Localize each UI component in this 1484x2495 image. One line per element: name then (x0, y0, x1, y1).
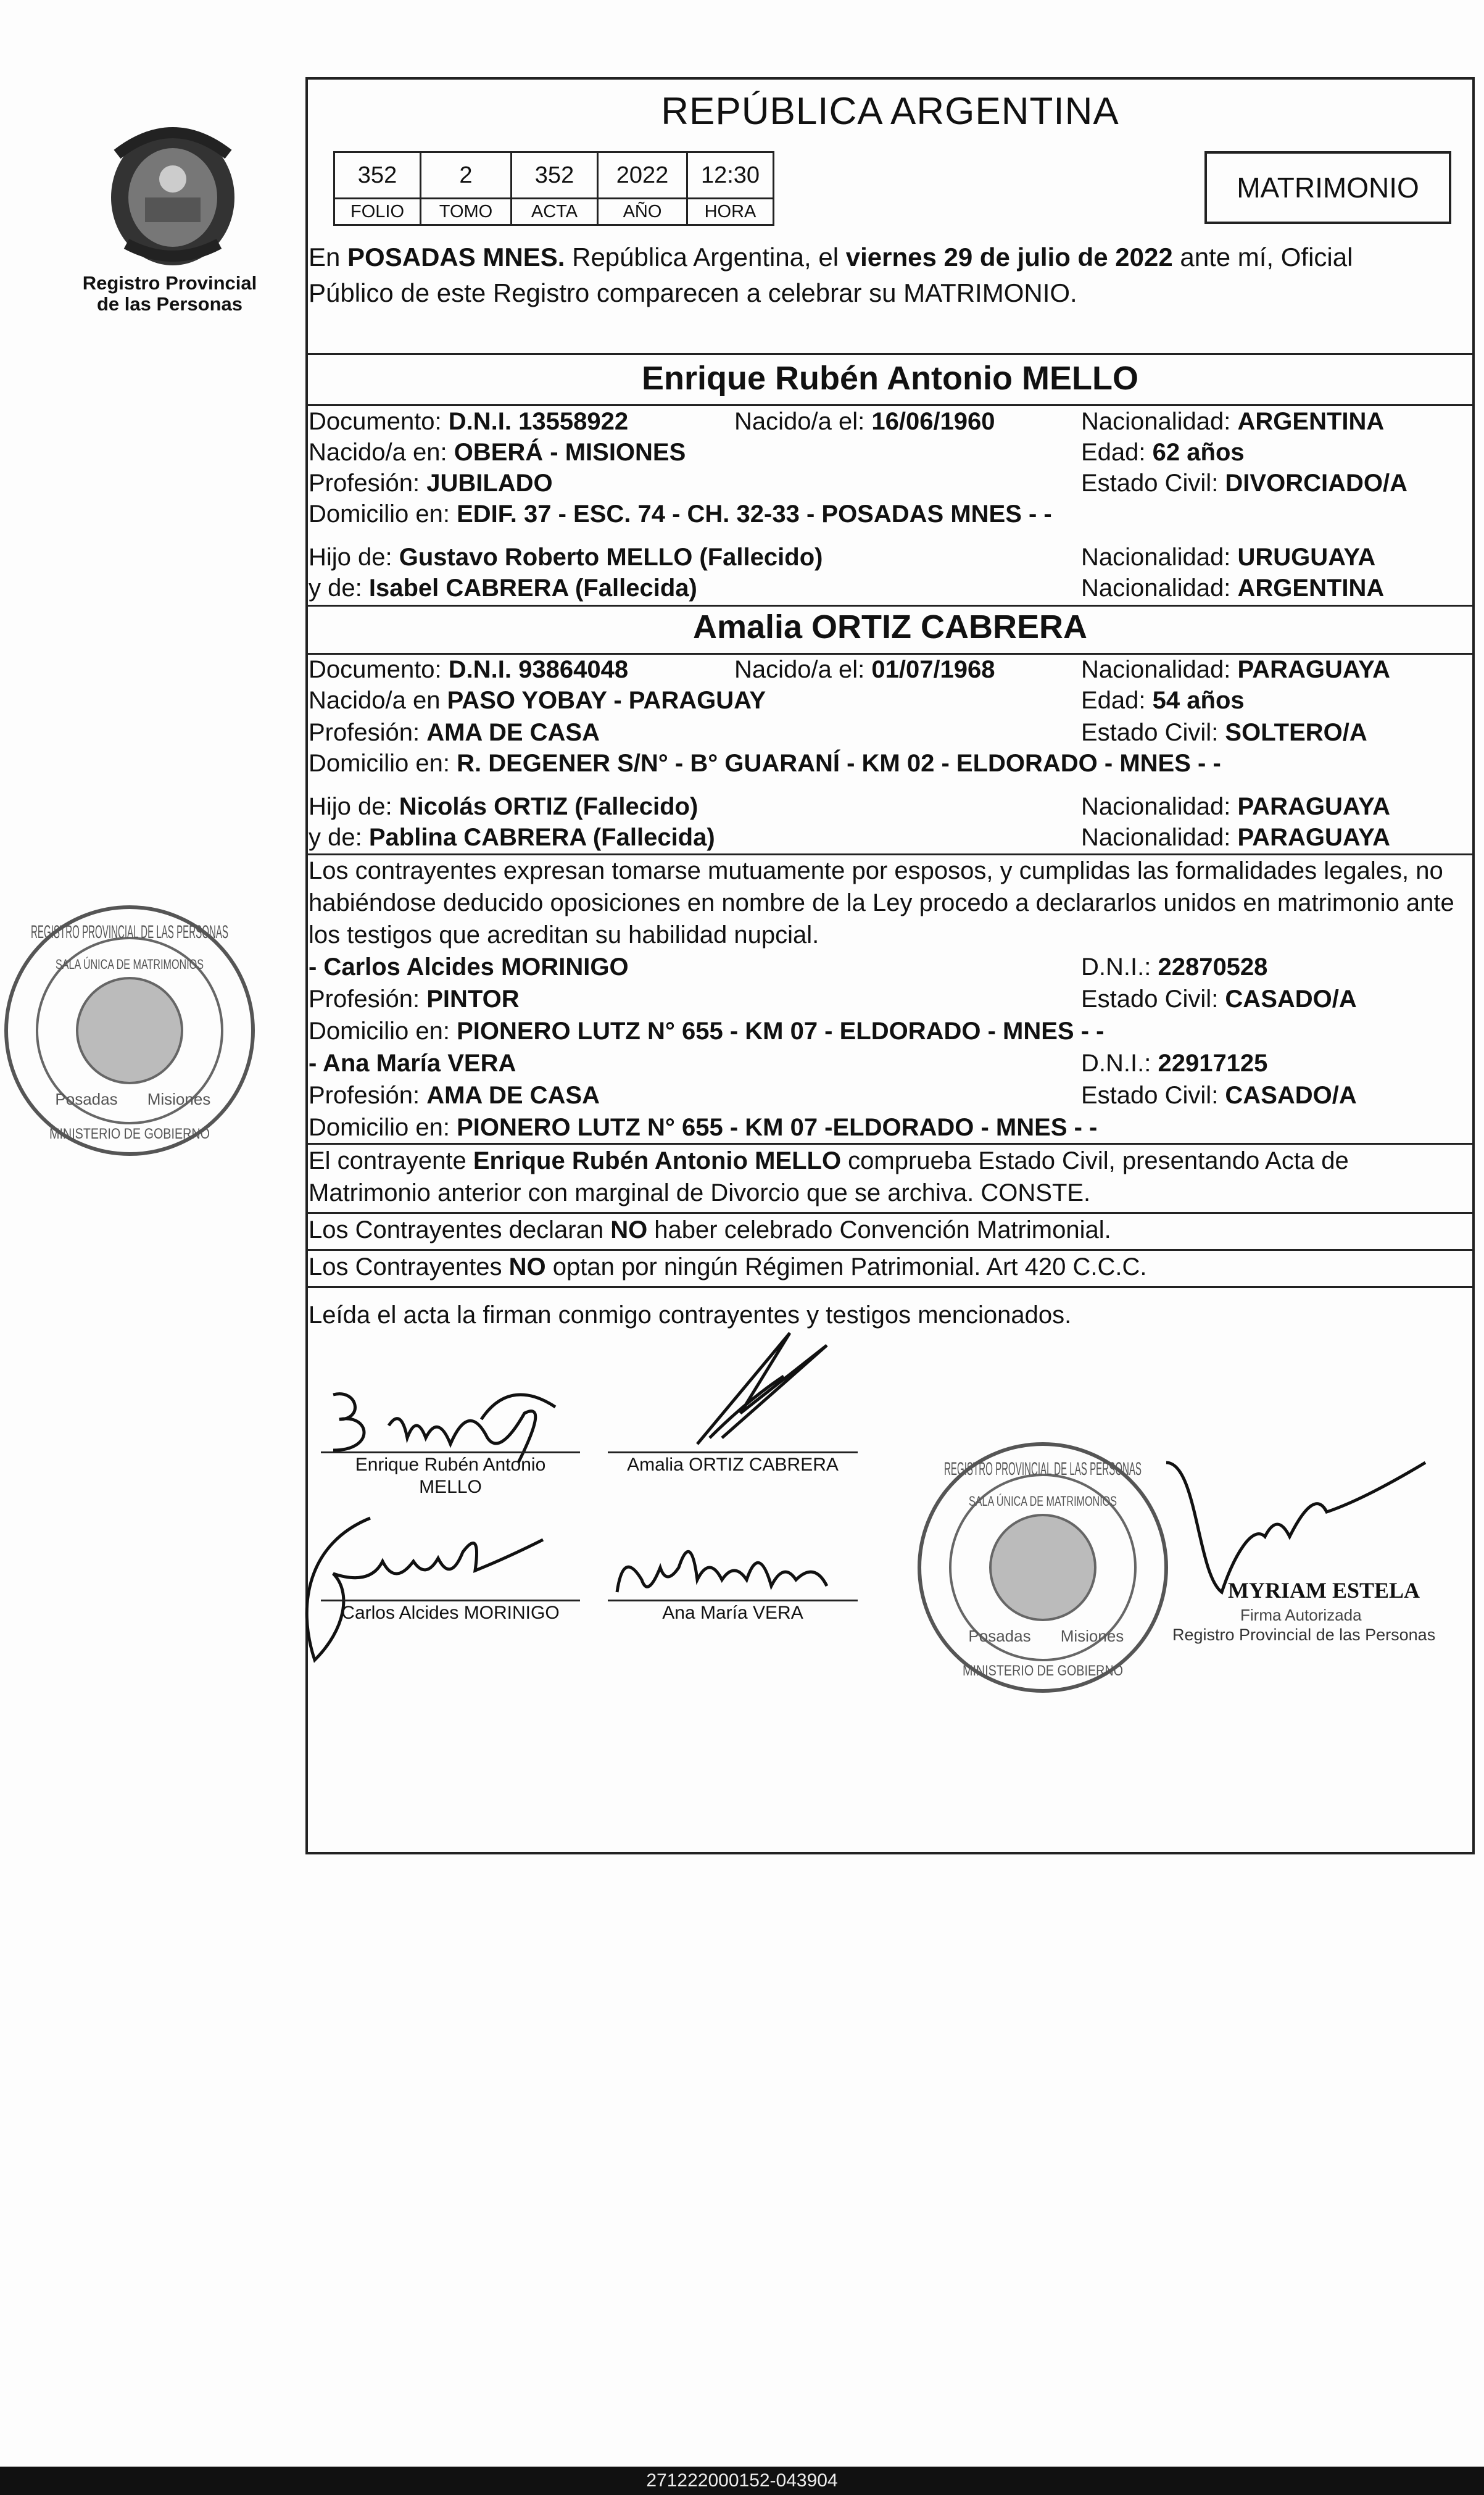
bride-birthplace: Nacido/a en PASO YOBAY - PARAGUAY (309, 687, 766, 714)
acta-value: 352 (512, 152, 598, 199)
declaration-line3: los testigos que acreditan su habilidad nupcial. (309, 921, 819, 949)
officer-name: MYRIAM ESTELA (1228, 1578, 1420, 1603)
witness2-civil-status: Estado Civil: CASADO/A (1081, 1082, 1357, 1109)
groom-signature-label: Enrique Rubén Antonio MELLO (355, 1455, 546, 1497)
bride-profession: Profesión: AMA DE CASA (309, 719, 600, 746)
declaration-line1: Los contrayentes expresan tomarse mutuamente por esposos, y cumplidas las formalidades legales, no (309, 857, 1443, 884)
bride-father-nationality: Nacionalidad: PARAGUAYA (1081, 793, 1390, 820)
emblem-caption-line2: de las Personas (96, 293, 243, 315)
bride-signature (685, 1321, 845, 1450)
bride-mother: y de: Pablina CABRERA (Fallecida) (309, 824, 715, 851)
groom-nationality: Nacionalidad: ARGENTINA (1081, 408, 1385, 435)
witness2-signature (611, 1543, 864, 1605)
stamp-right-inner: SALA ÚNICA DE MATRIMONIOS (969, 1493, 1117, 1509)
groom-father: Hijo de: Gustavo Roberto MELLO (Fallecido) (309, 544, 823, 571)
footer-barcode-text: 271222000152-043904 (0, 2467, 1484, 2495)
document-type-box: MATRIMONIO (1204, 151, 1451, 224)
witness2-signature-label: Ana María VERA (662, 1603, 803, 1623)
witness1-name: - Carlos Alcides MORINIGO (309, 953, 629, 981)
page-title: REPÚBLICA ARGENTINA (661, 90, 1119, 133)
groom-signature (321, 1382, 605, 1463)
groom-mother-nationality: Nacionalidad: ARGENTINA (1081, 575, 1385, 602)
groom-address: Domicilio en: EDIF. 37 - ESC. 74 - CH. 32-33 - POSADAS MNES - - (309, 500, 1052, 528)
bride-mother-nationality: Nacionalidad: PARAGUAYA (1081, 824, 1390, 851)
officer-org: Registro Provincial de las Personas (1172, 1625, 1436, 1644)
registry-stamp-left (0, 901, 259, 1160)
stamp-right-ministry: MINISTERIO DE GOBIERNO (963, 1663, 1123, 1679)
bride-signature-label: Amalia ORTIZ CABRERA (627, 1455, 839, 1475)
groom-father-nationality: Nacionalidad: URUGUAYA (1081, 544, 1376, 571)
witness2-name: - Ana María VERA (309, 1050, 516, 1077)
groom-doc: Documento: D.N.I. 13558922 (309, 408, 629, 435)
year-value: 2022 (598, 152, 687, 199)
note-line1: El contrayente Enrique Rubén Antonio MELLO comprueba Estado Civil, presentando Acta de (309, 1147, 1349, 1174)
bride-father: Hijo de: Nicolás ORTIZ (Fallecido) (309, 793, 698, 820)
intro-suffix: ante mí, Oficial (1172, 243, 1353, 272)
acta-label: ACTA (512, 199, 598, 225)
groom-mother: y de: Isabel CABRERA (Fallecida) (309, 575, 697, 602)
emblem-caption (68, 273, 272, 315)
stamp-left-city: Posadas (55, 1090, 118, 1108)
intro-line1 (309, 241, 1353, 274)
witness1-address: Domicilio en: PIONERO LUTZ N° 655 - KM 07 - ELDORADO - MNES - - (309, 1018, 1105, 1045)
intro-prefix: En (309, 243, 348, 272)
regime-line: Los Contrayentes NO optan por ningún Régimen Patrimonial. Art 420 C.C.C. (309, 1253, 1147, 1281)
stamp-left-outer: REGISTRO PROVINCIAL DE LAS PERSONAS (31, 922, 228, 942)
intro-middle: República Argentina, el (565, 243, 846, 272)
witness1-signature (296, 1506, 580, 1666)
witness1-profession: Profesión: PINTOR (309, 986, 520, 1013)
witness2-profession: Profesión: AMA DE CASA (309, 1082, 600, 1109)
stamp-right-province: Misiones (1060, 1627, 1124, 1645)
closing-line: Leída el acta la firman conmigo contrayentes y testigos mencionados. (309, 1301, 1072, 1329)
witness1-dni: D.N.I.: 22870528 (1081, 953, 1268, 981)
groom-birthdate: Nacido/a el: 16/06/1960 (734, 408, 995, 435)
groom-civil-status: Estado Civil: DIVORCIADO/A (1081, 470, 1407, 497)
registry-table (333, 151, 774, 226)
groom-age: Edad: 62 años (1081, 439, 1245, 466)
folio-value: 352 (334, 152, 421, 199)
stamp-right-outer: REGISTRO PROVINCIAL DE LAS PERSONAS (944, 1459, 1142, 1479)
groom-name: Enrique Rubén Antonio MELLO (642, 360, 1138, 397)
bride-address: Domicilio en: R. DEGENER S/N° - B° GUARANÍ - KM 02 - ELDORADO - MNES - - (309, 750, 1221, 777)
province-emblem (93, 111, 253, 272)
stamp-right-city: Posadas (968, 1627, 1031, 1645)
witness2-dni: D.N.I.: 22917125 (1081, 1050, 1268, 1077)
officer-role: Firma Autorizada (1240, 1606, 1362, 1624)
emblem-caption-line1: Registro Provincial (82, 272, 257, 294)
declaration-line2: habiéndose deducido oposiciones en nombre de la Ley procedo a declararlos unidos en matrimonio ante (309, 889, 1454, 916)
hour-label: HORA (687, 199, 774, 225)
year-label: AÑO (598, 199, 687, 225)
bride-age: Edad: 54 años (1081, 687, 1245, 714)
stamp-left-inner: SALA ÚNICA DE MATRIMONIOS (56, 957, 204, 972)
convention-line: Los Contrayentes declaran NO haber celebrado Convención Matrimonial. (309, 1216, 1111, 1243)
witness1-signature-label: Carlos Alcides MORINIGO (341, 1603, 560, 1623)
bride-doc: Documento: D.N.I. 93864048 (309, 656, 629, 683)
groom-birthplace: Nacido/a en: OBERÁ - MISIONES (309, 439, 686, 466)
bride-name: Amalia ORTIZ CABRERA (692, 608, 1088, 646)
tomo-label: TOMO (421, 199, 512, 225)
groom-profession: Profesión: JUBILADO (309, 470, 553, 497)
bride-civil-status: Estado Civil: SOLTERO/A (1081, 719, 1367, 746)
tomo-value: 2 (421, 152, 512, 199)
folio-label: FOLIO (334, 199, 421, 225)
hour-value: 12:30 (687, 152, 774, 199)
intro-place: POSADAS MNES. (347, 243, 565, 272)
registry-stamp-right (913, 1438, 1172, 1697)
bride-birthdate: Nacido/a el: 01/07/1968 (734, 656, 995, 683)
intro-line2: Público de este Registro comparecen a celebrar su MATRIMONIO. (309, 278, 1077, 307)
stamp-left-ministry: MINISTERIO DE GOBIERNO (49, 1126, 210, 1142)
stamp-left-province: Misiones (147, 1090, 211, 1108)
bride-nationality: Nacionalidad: PARAGUAYA (1081, 656, 1390, 683)
intro-date: viernes 29 de julio de 2022 (845, 243, 1173, 272)
note-line2: Matrimonio anterior con marginal de Divorcio que se archiva. CONSTE. (309, 1179, 1091, 1206)
witness2-address: Domicilio en: PIONERO LUTZ N° 655 - KM 07 -ELDORADO - MNES - - (309, 1114, 1098, 1141)
witness1-civil-status: Estado Civil: CASADO/A (1081, 986, 1357, 1013)
